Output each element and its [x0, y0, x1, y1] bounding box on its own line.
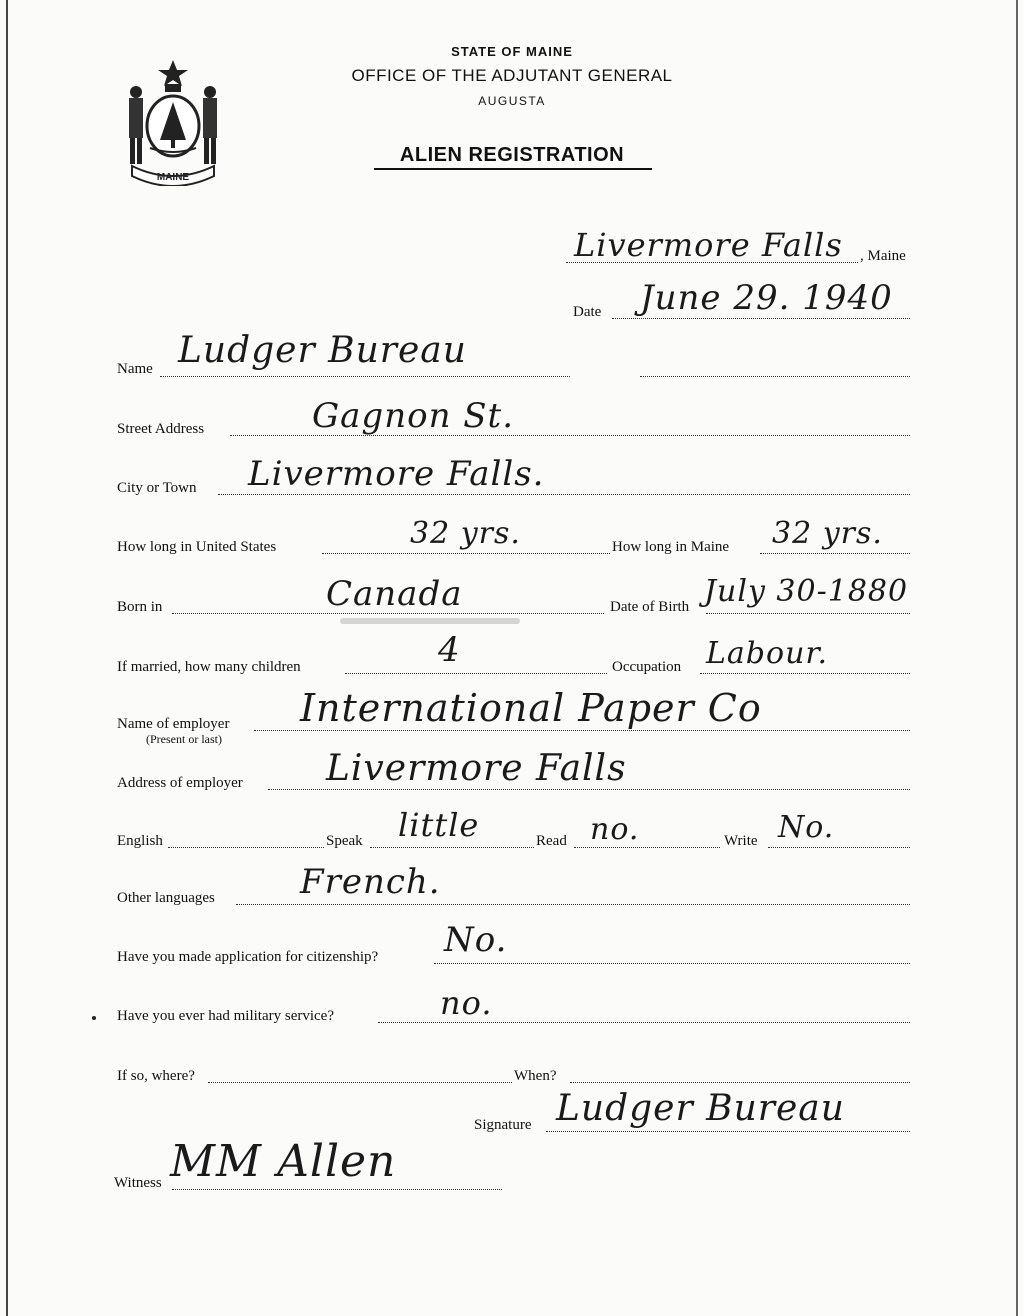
left-border	[6, 0, 8, 1316]
witness-line	[172, 1189, 502, 1190]
other-languages-line	[236, 904, 910, 905]
speak-label: Speak	[326, 833, 363, 849]
how-long-maine-line	[760, 553, 910, 554]
read-value: no.	[590, 812, 640, 847]
right-border	[1016, 0, 1018, 1316]
employer-address-value: Livermore Falls	[326, 748, 627, 789]
how-long-maine-label: How long in Maine	[612, 539, 730, 555]
date-of-birth-value: July 30-1880	[704, 574, 909, 609]
when-line	[570, 1082, 910, 1083]
how-long-us-line	[322, 553, 610, 554]
occupation-label: Occupation	[612, 659, 682, 675]
how-long-us-label: How long in United States	[117, 539, 277, 555]
military-line	[378, 1022, 910, 1023]
city-or-town-value: Livermore Falls.	[248, 454, 545, 494]
employer-note: (Present or last)	[146, 732, 222, 746]
city-or-town-line	[218, 494, 910, 495]
citizenship-line	[434, 963, 910, 964]
employer-address-line	[268, 789, 910, 790]
form-title: ALIEN REGISTRATION	[399, 144, 625, 166]
write-value: No.	[778, 810, 835, 845]
other-languages-value: French.	[300, 862, 441, 902]
employer-value: International Paper Co	[300, 686, 762, 730]
stray-mark	[92, 1016, 96, 1020]
witness-label: Witness	[114, 1175, 162, 1191]
maine-label: , Maine	[860, 248, 906, 264]
how-long-us-value: 32 yrs.	[410, 516, 521, 551]
signature-label: Signature	[474, 1117, 532, 1133]
date-of-birth-line	[706, 613, 910, 614]
occupation-line	[700, 673, 910, 674]
name-line	[160, 376, 570, 377]
when-label: When?	[514, 1068, 557, 1084]
military-label: Have you ever had military service?	[117, 1008, 334, 1024]
citizenship-value: No.	[444, 920, 508, 960]
title-underline	[374, 168, 652, 170]
if-so-where-line	[208, 1082, 512, 1083]
city-or-town-label: City or Town	[117, 480, 197, 496]
speak-line	[370, 847, 534, 848]
signature-line	[546, 1131, 910, 1132]
name-line-2	[640, 376, 910, 377]
occupation-value: Labour.	[706, 636, 828, 671]
witness-value: MM Allen	[170, 1136, 397, 1187]
street-address-label: Street Address	[117, 421, 205, 437]
date-value: June 29. 1940	[640, 278, 893, 318]
if-so-where-label: If so, where?	[117, 1068, 195, 1084]
date-of-birth-label: Date of Birth	[610, 599, 690, 615]
children-label: If married, how many children	[117, 659, 301, 675]
date-line	[612, 318, 910, 319]
smudge-mark	[340, 618, 520, 624]
employer-line	[254, 730, 910, 731]
seal-banner-text: MAINE	[156, 172, 190, 183]
children-line	[345, 673, 607, 674]
city-heading: AUGUSTA	[478, 94, 546, 108]
write-label: Write	[724, 833, 758, 849]
english-label: English	[117, 833, 163, 849]
name-value: Ludger Bureau	[178, 330, 467, 371]
citizenship-label: Have you made application for citizenship?	[117, 949, 379, 965]
other-languages-label: Other languages	[117, 890, 215, 906]
employer-label: Name of employer	[117, 716, 230, 732]
children-value: 4	[438, 630, 461, 670]
name-label: Name	[117, 361, 153, 377]
speak-value: little	[398, 806, 480, 844]
state-heading: STATE OF MAINE	[451, 44, 573, 59]
read-line	[574, 847, 720, 848]
born-in-value: Canada	[326, 574, 463, 614]
signature-value: Ludger Bureau	[556, 1088, 845, 1129]
how-long-maine-value: 32 yrs.	[772, 516, 883, 551]
employer-address-label: Address of employer	[117, 775, 243, 791]
write-line	[768, 847, 910, 848]
town-value: Livermore Falls	[574, 226, 843, 264]
born-in-label: Born in	[117, 599, 163, 615]
read-label: Read	[536, 833, 567, 849]
military-value: no.	[440, 984, 493, 1022]
street-address-value: Gagnon St.	[312, 396, 515, 436]
date-label: Date	[573, 304, 602, 320]
english-line	[168, 847, 324, 848]
office-heading: OFFICE OF THE ADJUTANT GENERAL	[351, 66, 673, 85]
